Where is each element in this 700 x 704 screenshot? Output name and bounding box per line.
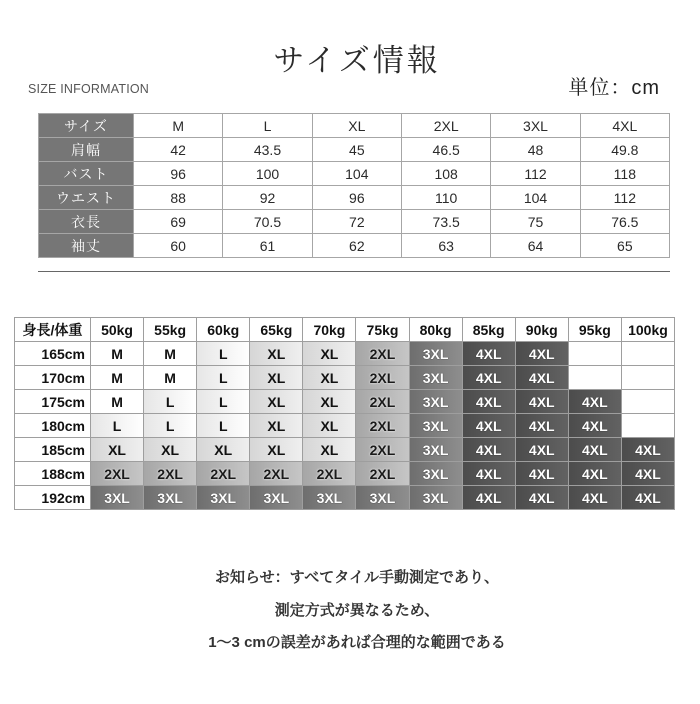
measurement-value: 69 <box>134 210 222 233</box>
measurement-value: 48 <box>491 138 579 161</box>
recommended-size-cell: 3XL <box>410 366 462 389</box>
empty-cell <box>622 342 674 365</box>
weight-header: 75kg <box>356 318 408 341</box>
recommended-size-cell: 4XL <box>463 462 515 485</box>
recommended-size-cell: 4XL <box>569 414 621 437</box>
height-label: 192cm <box>15 486 90 509</box>
measurement-value: 73.5 <box>402 210 490 233</box>
recommended-size-cell: 2XL <box>356 438 408 461</box>
empty-cell <box>622 366 674 389</box>
measurement-value: 72 <box>313 210 401 233</box>
size-column-header: 2XL <box>402 114 490 137</box>
recommended-size-cell: XL <box>250 366 302 389</box>
recommended-size-cell: 4XL <box>463 342 515 365</box>
measurement-value: 64 <box>491 234 579 257</box>
recommended-size-cell: L <box>197 342 249 365</box>
height-label: 188cm <box>15 462 90 485</box>
measurement-value: 45 <box>313 138 401 161</box>
recommended-size-cell: 4XL <box>622 438 674 461</box>
recommended-size-cell: 2XL <box>356 414 408 437</box>
recommended-size-cell: M <box>144 366 196 389</box>
measurement-value: 49.8 <box>581 138 669 161</box>
recommended-size-cell: 4XL <box>516 462 568 485</box>
weight-header: 65kg <box>250 318 302 341</box>
recommended-size-cell: 3XL <box>356 486 408 509</box>
size-information-label: SIZE INFORMATION <box>28 82 150 96</box>
recommended-size-cell: XL <box>144 438 196 461</box>
measurement-value: 65 <box>581 234 669 257</box>
recommended-size-cell: 3XL <box>410 342 462 365</box>
recommended-size-cell: 2XL <box>356 342 408 365</box>
recommended-size-cell: 4XL <box>463 486 515 509</box>
height-label: 175cm <box>15 390 90 413</box>
measurement-value: 112 <box>491 162 579 185</box>
recommended-size-cell: XL <box>303 366 355 389</box>
empty-cell <box>622 390 674 413</box>
recommended-size-cell: 4XL <box>569 438 621 461</box>
notice-line: お知らせ：すべてタイル手動測定であり、 <box>215 569 499 586</box>
measurement-value: 88 <box>134 186 222 209</box>
measurement-value: 96 <box>134 162 222 185</box>
recommended-size-cell: 4XL <box>516 390 568 413</box>
weight-header: 70kg <box>303 318 355 341</box>
recommended-size-cell: M <box>91 366 143 389</box>
recommended-size-cell: 2XL <box>303 462 355 485</box>
measurement-value: 61 <box>223 234 311 257</box>
measurement-value: 46.5 <box>402 138 490 161</box>
measurement-value: 92 <box>223 186 311 209</box>
measurement-value: 76.5 <box>581 210 669 233</box>
recommended-size-cell: 3XL <box>410 438 462 461</box>
recommended-size-cell: 3XL <box>144 486 196 509</box>
recommended-size-cell: 2XL <box>250 462 302 485</box>
recommended-size-cell: M <box>144 342 196 365</box>
recommended-size-cell: 4XL <box>516 366 568 389</box>
recommended-size-cell: 2XL <box>356 390 408 413</box>
recommended-size-cell: 4XL <box>569 390 621 413</box>
weight-header: 55kg <box>144 318 196 341</box>
height-label: 180cm <box>15 414 90 437</box>
weight-header: 100kg <box>622 318 674 341</box>
size-column-header: M <box>134 114 222 137</box>
recommended-size-cell: 3XL <box>303 486 355 509</box>
notice-line: 1～3 cmの誤差があれば合理的な範囲である <box>208 634 506 651</box>
recommended-size-cell: 2XL <box>91 462 143 485</box>
recommended-size-cell: 3XL <box>197 486 249 509</box>
notice-line: 測定方式が異なるため、 <box>274 602 440 619</box>
recommended-size-cell: L <box>91 414 143 437</box>
recommended-size-cell: XL <box>197 438 249 461</box>
size-column-header: XL <box>313 114 401 137</box>
recommended-size-cell: 3XL <box>410 486 462 509</box>
measurement-value: 104 <box>313 162 401 185</box>
recommended-size-cell: M <box>91 342 143 365</box>
recommended-size-cell: 3XL <box>250 486 302 509</box>
recommended-size-cell: 2XL <box>144 462 196 485</box>
recommended-size-cell: 4XL <box>463 414 515 437</box>
measurement-value: 96 <box>313 186 401 209</box>
unit-label: 単位：cm <box>568 77 660 99</box>
page-title: サイズ情報 <box>273 43 441 78</box>
weight-header: 80kg <box>410 318 462 341</box>
recommended-size-cell: XL <box>303 342 355 365</box>
recommended-size-cell: L <box>197 414 249 437</box>
recommended-size-cell: 4XL <box>463 390 515 413</box>
measurement-row-label: バスト <box>39 162 133 185</box>
recommended-size-cell: XL <box>303 414 355 437</box>
recommended-size-cell: XL <box>303 438 355 461</box>
recommended-size-cell: 4XL <box>516 486 568 509</box>
measurement-value: 118 <box>581 162 669 185</box>
recommended-size-cell: 4XL <box>516 342 568 365</box>
weight-header: 85kg <box>463 318 515 341</box>
weight-header: 60kg <box>197 318 249 341</box>
recommended-size-cell: M <box>91 390 143 413</box>
height-label: 170cm <box>15 366 90 389</box>
recommended-size-cell: 3XL <box>410 390 462 413</box>
recommended-size-cell: XL <box>250 438 302 461</box>
measurement-row-label: 袖丈 <box>39 234 133 257</box>
measurement-row-label: サイズ <box>39 114 133 137</box>
recommended-size-cell: XL <box>303 390 355 413</box>
recommended-size-cell: XL <box>250 342 302 365</box>
empty-cell <box>569 366 621 389</box>
recommended-size-cell: XL <box>91 438 143 461</box>
measurement-value: 62 <box>313 234 401 257</box>
measurement-value: 70.5 <box>223 210 311 233</box>
recommended-size-cell: 3XL <box>410 462 462 485</box>
recommended-size-cell: 4XL <box>463 366 515 389</box>
measurement-value: 42 <box>134 138 222 161</box>
weight-header: 95kg <box>569 318 621 341</box>
empty-cell <box>622 414 674 437</box>
height-label: 165cm <box>15 342 90 365</box>
measurement-value: 63 <box>402 234 490 257</box>
size-column-header: 3XL <box>491 114 579 137</box>
recommended-size-cell: 2XL <box>356 366 408 389</box>
weight-header: 90kg <box>516 318 568 341</box>
empty-cell <box>569 342 621 365</box>
recommended-size-cell: 3XL <box>410 414 462 437</box>
measurement-value: 60 <box>134 234 222 257</box>
recommended-size-cell: L <box>197 390 249 413</box>
recommended-size-cell: 2XL <box>356 462 408 485</box>
measurement-table <box>38 113 670 258</box>
recommended-size-cell: 4XL <box>622 486 674 509</box>
fit-guide-corner-label: 身長/体重 <box>15 318 90 341</box>
measurement-value: 75 <box>491 210 579 233</box>
recommended-size-cell: XL <box>250 390 302 413</box>
measurement-row-label: 肩幅 <box>39 138 133 161</box>
recommended-size-cell: L <box>197 366 249 389</box>
recommended-size-cell: 4XL <box>463 438 515 461</box>
size-column-header: 4XL <box>581 114 669 137</box>
measurement-row-label: ウエスト <box>39 186 133 209</box>
measurement-value: 108 <box>402 162 490 185</box>
recommended-size-cell: 2XL <box>197 462 249 485</box>
measurement-row-label: 衣長 <box>39 210 133 233</box>
measurement-value: 43.5 <box>223 138 311 161</box>
recommended-size-cell: 4XL <box>622 462 674 485</box>
recommended-size-cell: 4XL <box>569 486 621 509</box>
height-label: 185cm <box>15 438 90 461</box>
recommended-size-cell: L <box>144 390 196 413</box>
measurement-value: 100 <box>223 162 311 185</box>
section-divider <box>38 271 670 272</box>
weight-header: 50kg <box>91 318 143 341</box>
measurement-value: 104 <box>491 186 579 209</box>
recommended-size-cell: 4XL <box>569 462 621 485</box>
recommended-size-cell: 3XL <box>91 486 143 509</box>
recommended-size-cell: 4XL <box>516 438 568 461</box>
measurement-value: 110 <box>402 186 490 209</box>
fit-guide-table <box>14 317 675 510</box>
size-column-header: L <box>223 114 311 137</box>
recommended-size-cell: XL <box>250 414 302 437</box>
measurement-value: 112 <box>581 186 669 209</box>
recommended-size-cell: 4XL <box>516 414 568 437</box>
recommended-size-cell: L <box>144 414 196 437</box>
